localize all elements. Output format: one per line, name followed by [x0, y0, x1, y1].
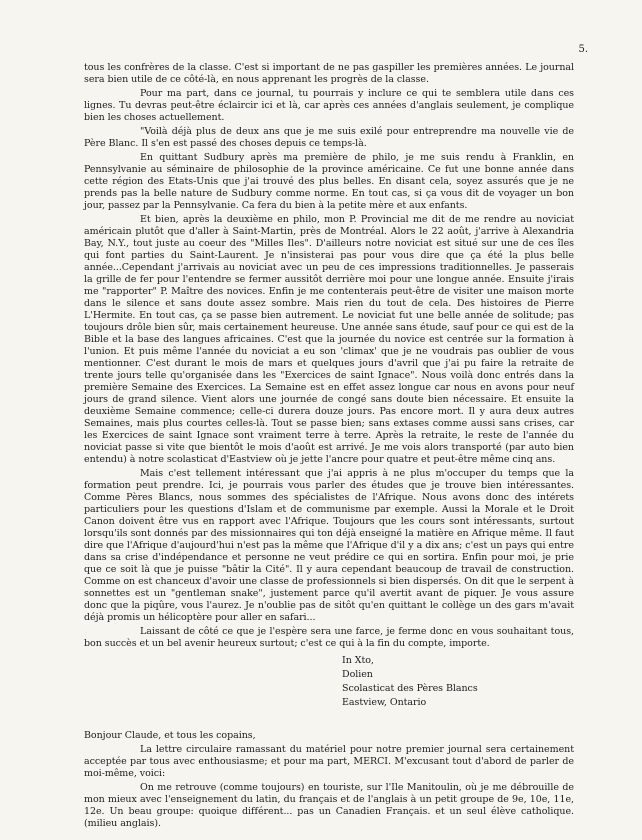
salutation: Bonjour Claude, et tous les copains, [84, 730, 256, 741]
paragraph: tous les confrères de la classe. C'est si important de ne pas gaspiller les premières années. Le journal sera bien utile de ce côté-là, en nous apprenant les progrès de la classe. [84, 62, 574, 85]
paragraph: En quittant Sudbury après ma première de philo, je me suis rendu à Franklin, en Pennsylvanie au séminaire de philosophie de la province américaine. Ce fut une bonne année dans cette région des Etats-Unis que j'ai trouvé des plus belles. En disant cela, soyez assurés que je ne prends pas la belle nature de Sudbury comme norme. En tout cas, si ça vous dit de voyager un bon jour, passez par la Pennsylvanie. Ca fera du bien à la petite mère et aux enfants. [84, 152, 574, 211]
paragraph: On me retrouve (comme toujours) en touriste, sur l'Ile Manitoulin, où je me débrouille de mon mieux avec l'enseignement du latin, du français et de l'anglais à un petit groupe de 9e, 10e, 11e, 12e. Un beau groupe: quoique différent... pas un Canadien Français. et un seul élève catholique. (milieu anglais). [84, 782, 574, 829]
signature-institution: Scolasticat des Pères Blancs [342, 683, 478, 694]
paragraph: La lettre circulaire ramassant du matériel pour notre premier journal sera certainement acceptée par tous avec enthousiasme; et pour ma part, MERCI. M'excusant tout d'abord de parler de moi-même, voici: [84, 744, 574, 779]
page-number: 5. [578, 44, 588, 55]
signature-block [342, 654, 574, 710]
signature-closing: In Xto, [342, 655, 374, 666]
section-gap [84, 710, 574, 730]
signature-name: Dolien [342, 669, 373, 680]
paragraph: Pour ma part, dans ce journal, tu pourrais y inclure ce qui te semblera utile dans ces lignes. Tu devras peut-être éclaircir ici et là, car après ces années d'anglais seulement, je complique bien les choses actuellement. [84, 88, 574, 123]
letter-body-2 [84, 744, 574, 830]
paragraph: "Voilà déjà plus de deux ans que je me suis exilé pour entreprendre ma nouvelle vie de Père Blanc. Il s'en est passé des choses depuis ce temps-là. [84, 126, 574, 149]
letter-body-1 [84, 62, 574, 650]
paragraph: Et bien, après la deuxième en philo, mon P. Provincial me dit de me rendre au noviciat américain plutôt que d'aller à Saint-Martin, près de Montréal. Alors le 22 août, j'arrive à Alexandria Bay, N.Y., tout juste au coeur des "Milles Iles". D'ailleurs notre noviciat est situé sur une de ces îles qui font parties du Saint-Laurent. Je n'insisterai pas pour vous dire que ça été la plus belle année...Cependant j'arrivais au noviciat avec un peu de ces impressions traditionnelles. Je passerais la grille de fer pour l'entendre se fermer aussitôt derrière moi pour une longue année. Ensuite j'irais me "rapporter" P. Maître des novices. Enfin je me contenterais peut-être de visiter une maison morte dans le silence et sans doute assez sombre. Mais rien du tout de cela. Des histoires de Pierre L'Hermite. En tout cas, ça se passe bien autrement. Le noviciat fut une belle année de solitude; pas toujours drôle bien sûr, mais certainement heureuse. Une année sans étude, sauf pour ce qui est de la Bible et la base des langues africaines. C'est que la journée du novice est centrée sur la formation à l'union. Et puis même l'année du noviciat a eu son 'climax' que je ne voudrais pas oublier de vous mentionner. C'est durant le mois de mars et quelques jours d'avril que j'ai pu faire la retraite de trente jours telle qu'organisée dans les "Exercices de saint Ignace". Nous voilà donc entrés dans la première Semaine des Exercices. La Semaine est en effet assez longue car nous en avons pour neuf jours de grand silence. Vient alors une journée de congé sans doute bien nécessaire. Et ensuite la deuxième Semaine commence; celle-ci durera douze jours. Pas encore mort. Il y aura deux autres Semaines, mais plus courtes celles-là. Tout se passe bien; sans extases comme aussi sans crises, car les Exercices de saint Ignace sont vraiment terre à terre. Après la retraite, le reste de l'année du noviciat passe si vite que bientôt le mois d'août est arrivé. Je me vois alors transporté (par auto bien entendu) à notre scolasticat d'Eastview où je jette l'ancre pour quatre et peut-être même cinq ans. [84, 214, 574, 465]
paragraph: Laissant de côté ce que je l'espère sera une farce, je ferme donc en vous souhaitant tous, bon succès et un bel avenir heureux surtout; c'est ce qui à la fin du compte, importe. [84, 626, 574, 649]
signature-location: Eastview, Ontario [342, 697, 427, 708]
paragraph: Mais c'est tellement intéressant que j'ai appris à ne plus m'occuper du temps que la formation peut prendre. Ici, je pourrais vous parler des études que je trouve bien intéressantes. Comme Pères Blancs, nous sommes des spécialistes de l'Afrique. Nous avons donc des intérets particuliers pour les questions d'Islam et de communisme par exemple. Aussi la Morale et le Droit Canon doivent être vus en rapport avec l'Afrique. Toujours que les cours sont intéressants, surtout lorsqu'ils sont donnés par des missionnaires qui ton déjà enseigné la matière en Afrique même. Il faut dire que l'Afrique d'aujourd'hui n'est pas la même que l'Afrique d'il y a dix ans; c'est un pays qui entre dans sa crise d'indépendance et personne ne veut prédire ce qui en sortira. Enfin pour moi, je prie que ce soit là que je puisse "bâtir la Cité". Il y aura cependant beaucoup de travail de construction. Comme on est chanceux d'avoir une classe de professionnels si bien dispersés. On dit que le serpent à sonnettes est un "gentleman snake", justement parce qu'il avertit avant de piquer. Je vous assure donc que la piqûre, vous l'aurez. Je n'oublie pas de sitôt qu'en quittant le collège un des gars m'avait déjà promis un hélicoptère pour aller en safari... [84, 468, 574, 623]
